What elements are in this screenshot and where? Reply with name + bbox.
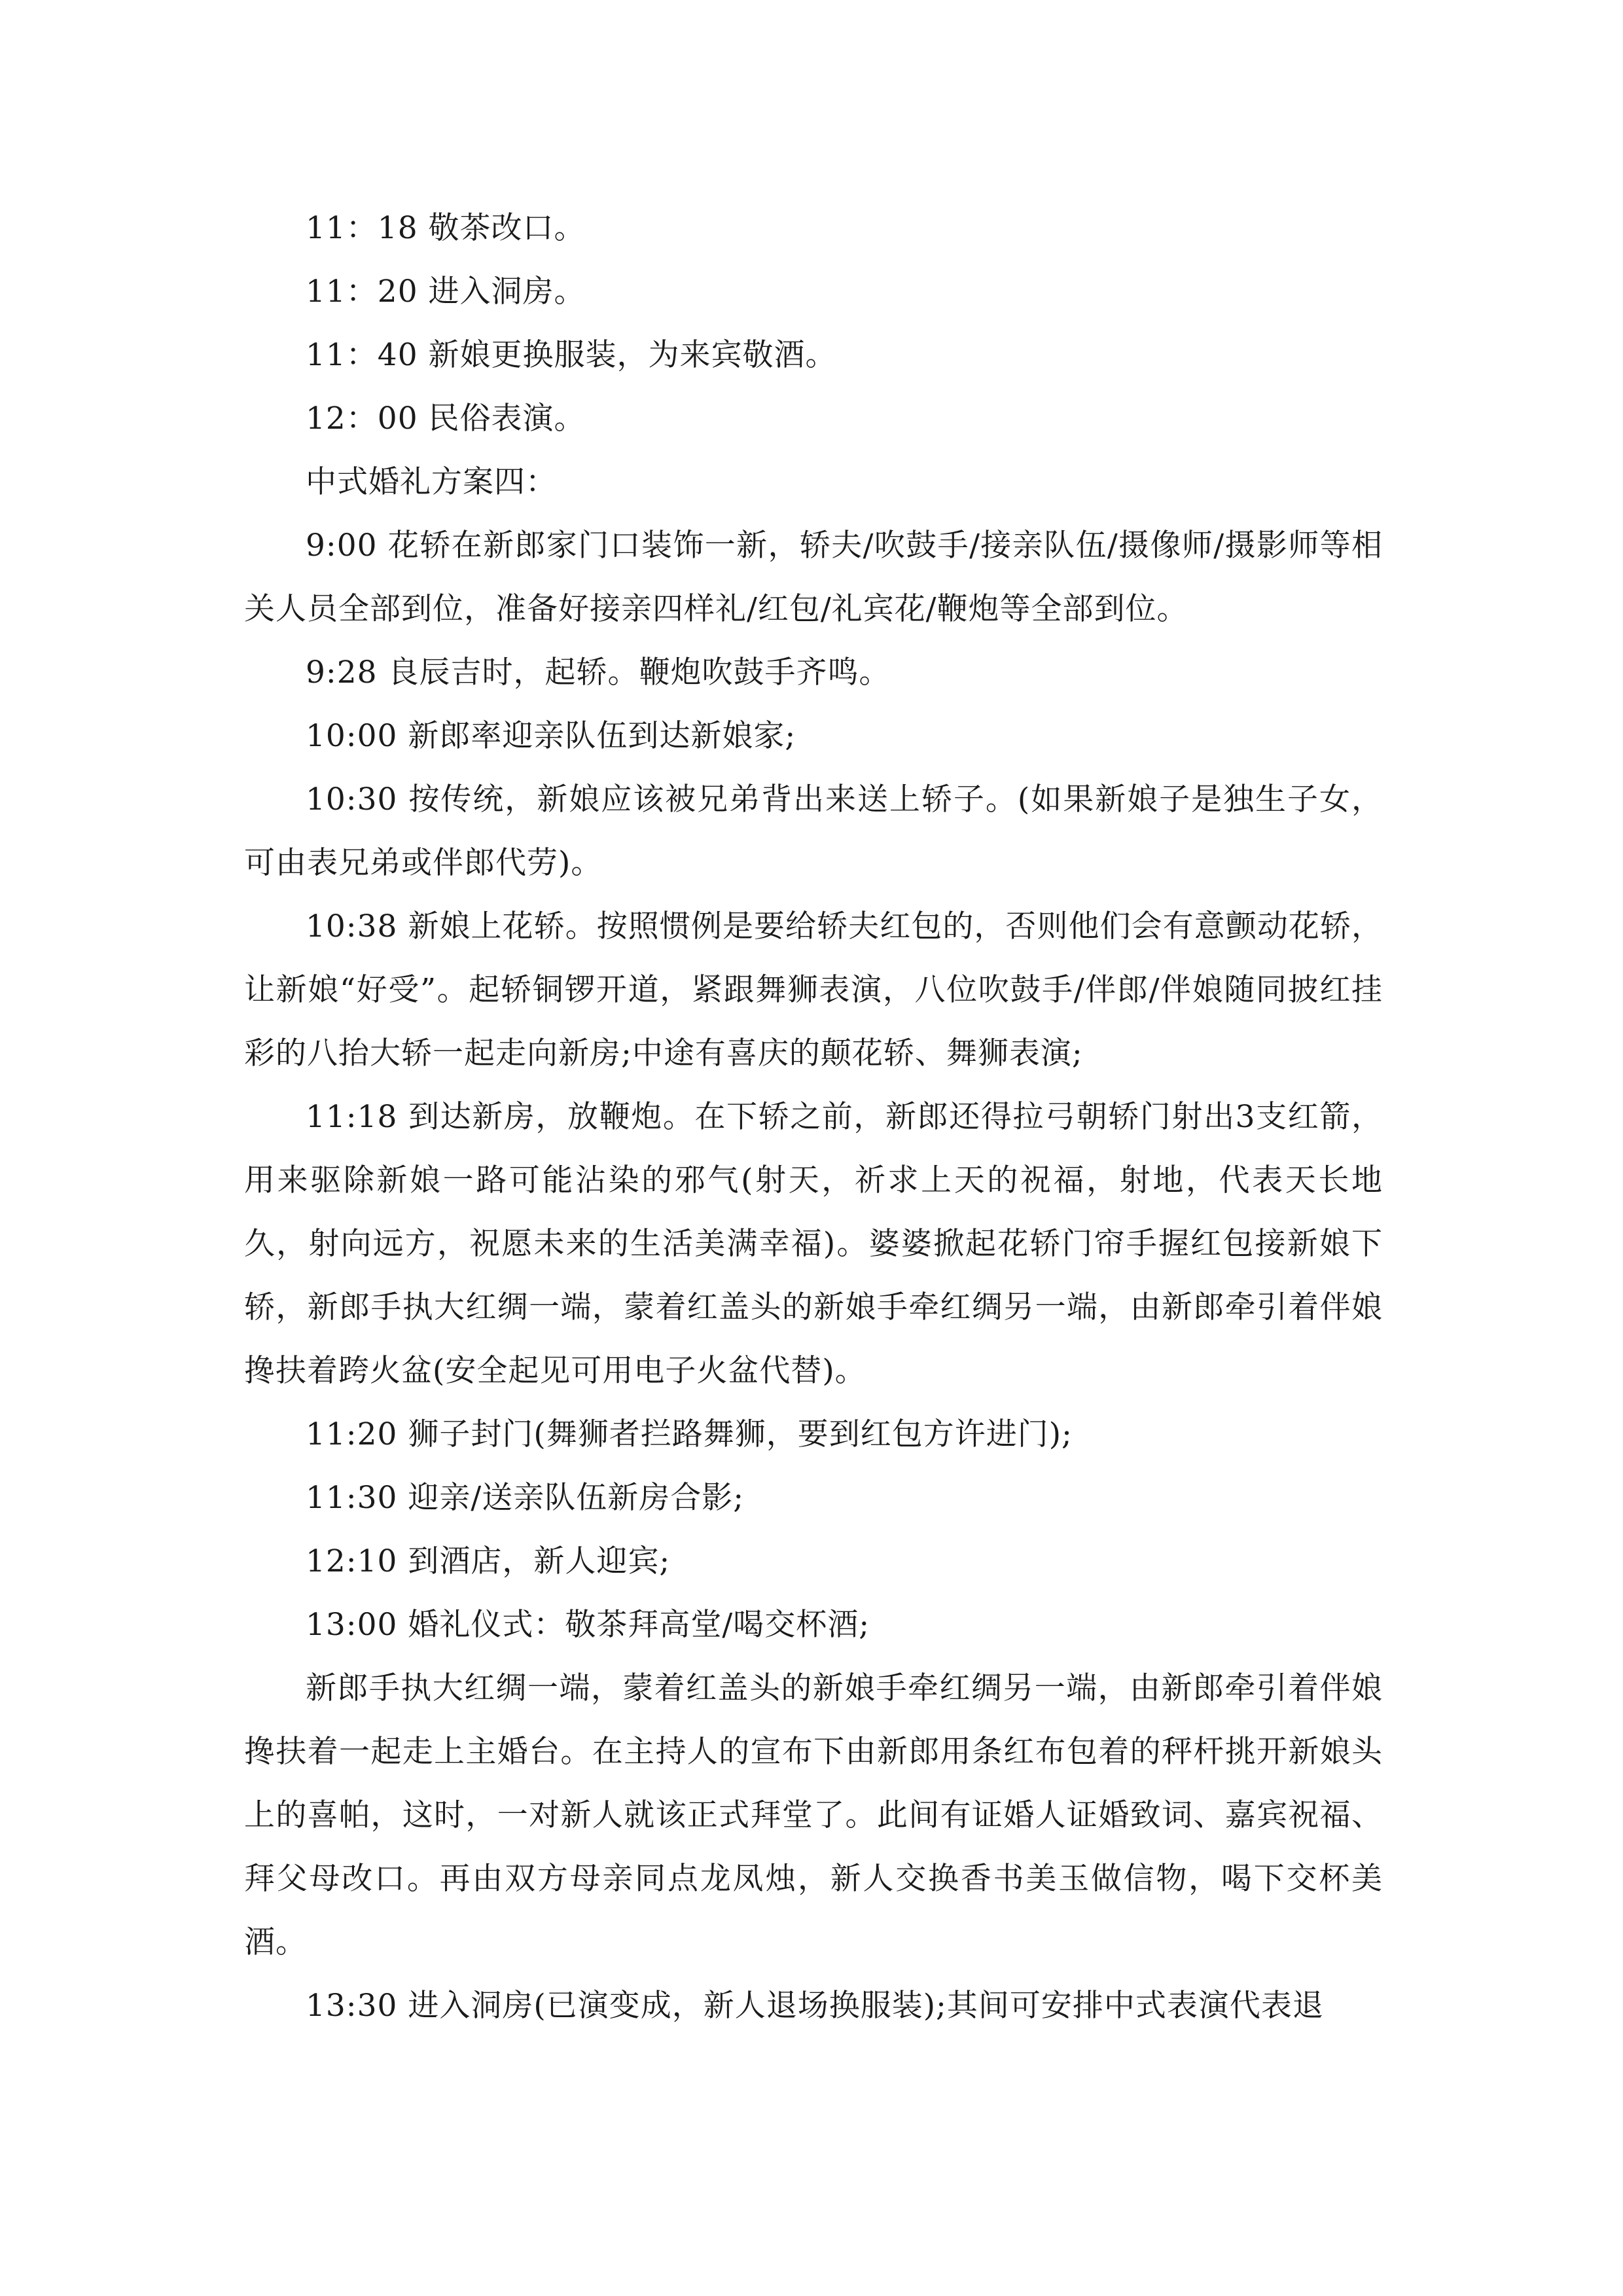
paragraph: 11:30 迎亲/送亲队伍新房合影; [306, 1480, 745, 1516]
paragraph: 9:00 花轿在新郎家门口装饰一新，轿夫/吹鼓手/接亲队伍/摄像师/摄影师等相关人员全部到位，准备好接亲四样礼/红包/礼宾花/鞭炮等全部到位。 [244, 528, 1383, 627]
paragraph: 11:18 到达新房，放鞭炮。在下轿之前，新郎还得拉弓朝轿门射出3支红箭，用来驱除新娘一路可能沾染的邪气(射天，祈求上天的祝福，射地，代表天长地久，射向远方，祝愿未来的生活美满幸福)。婆婆掀起花轿门帘手握红包接新娘下轿，新郎手执大红绸一端，蒙着红盖头的新娘手牵红绸另一端，由新郎牵引着伴娘搀扶着跨火盆(安全起见可用电子火盆代替)。 [244, 1099, 1383, 1389]
paragraph: 11：40 新娘更换服装，为来宾敬酒。 [306, 337, 837, 373]
paragraph: 12:10 到酒店，新人迎宾; [306, 1543, 671, 1579]
paragraph: 10:38 新娘上花轿。按照惯例是要给轿夫红包的，否则他们会有意颤动花轿，让新娘“好受”。起轿铜锣开道，紧跟舞狮表演，八位吹鼓手/伴郎/伴娘随同披红挂彩的八抬大轿一起走向新房;中途有喜庆的颠花轿、舞狮表演; [244, 908, 1383, 1071]
paragraph: 12：00 民俗表演。 [306, 401, 586, 437]
paragraph: 11:20 狮子封门(舞狮者拦路舞狮，要到红包方许进门); [306, 1416, 1073, 1452]
paragraph: 11：20 进入洞房。 [306, 274, 586, 310]
paragraph: 11：18 敬茶改口。 [306, 210, 586, 246]
paragraph: 新郎手执大红绸一端，蒙着红盖头的新娘手牵红绸另一端，由新郎牵引着伴娘搀扶着一起走上主婚台。在主持人的宣布下由新郎用条红布包着的秤杆挑开新娘头上的喜帕，这时，一对新人就该正式拜堂了。此间有证婚人证婚致词、嘉宾祝福、拜父母改口。再由双方母亲同点龙凤烛，新人交换香书美玉做信物，喝下交杯美酒。 [244, 1670, 1383, 1960]
paragraph: 13:00 婚礼仪式：敬茶拜高堂/喝交杯酒; [306, 1607, 870, 1643]
paragraph: 10:30 按传统，新娘应该被兄弟背出来送上轿子。(如果新娘子是独生子女，可由表兄弟或伴郎代劳)。 [244, 781, 1383, 881]
paragraph: 9:28 良辰吉时，起轿。鞭炮吹鼓手齐鸣。 [306, 655, 891, 691]
paragraph: 13:30 进入洞房(已演变成，新人退场换服装);其间可安排中式表演代表退 [306, 1988, 1324, 2024]
paragraph: 10:00 新郎率迎亲队伍到达新娘家; [306, 718, 796, 754]
section-heading: 中式婚礼方案四： [306, 464, 557, 500]
document-body [244, 196, 1383, 2037]
